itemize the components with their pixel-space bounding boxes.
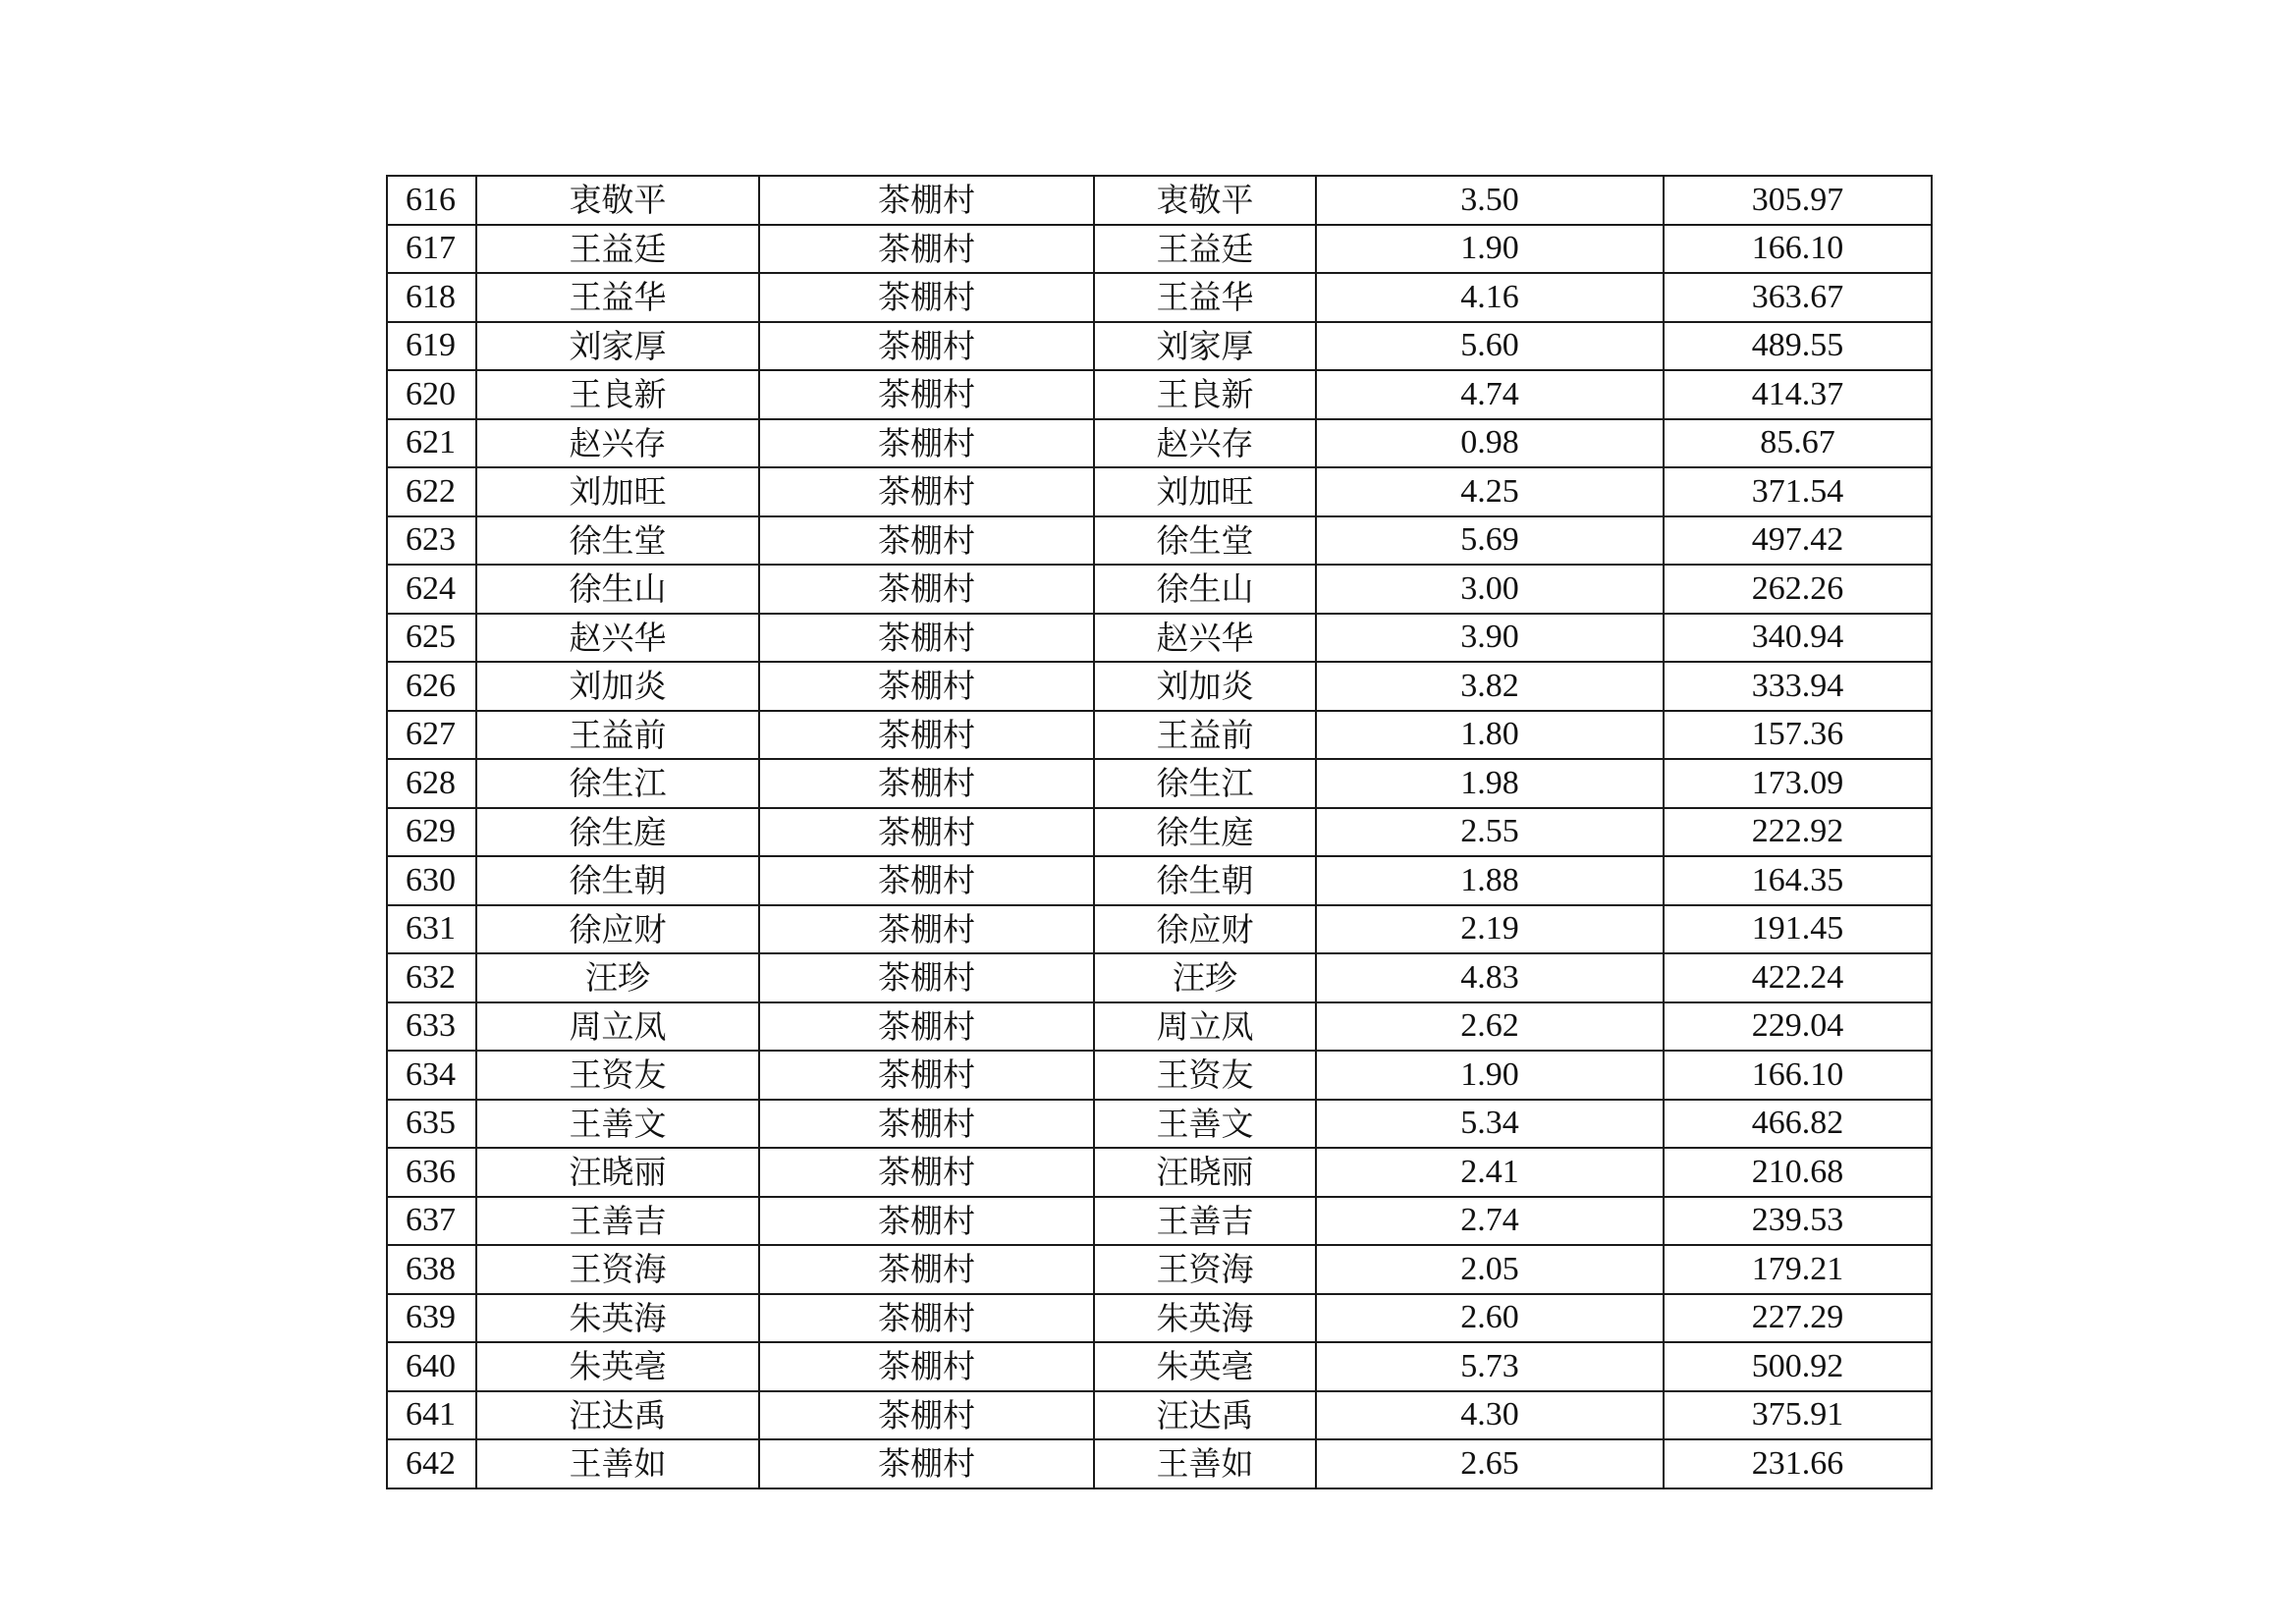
row-number-cell: 640 — [387, 1342, 476, 1391]
name-cell: 王善吉 — [476, 1197, 759, 1246]
table-row — [387, 419, 1932, 468]
area-cell: 3.82 — [1316, 662, 1664, 711]
name-cell: 王善文 — [476, 1100, 759, 1149]
table-row — [387, 467, 1932, 516]
row-number-cell: 622 — [387, 467, 476, 516]
holder-name-cell: 赵兴华 — [1094, 614, 1316, 663]
name-cell: 王良新 — [476, 370, 759, 419]
table-row — [387, 1294, 1932, 1343]
amount-cell: 375.91 — [1664, 1391, 1932, 1440]
area-cell: 4.16 — [1316, 273, 1664, 322]
village-cell: 茶棚村 — [759, 467, 1094, 516]
table-row — [387, 614, 1932, 663]
amount-cell: 340.94 — [1664, 614, 1932, 663]
amount-cell: 422.24 — [1664, 953, 1932, 1002]
holder-name-cell: 衷敬平 — [1094, 176, 1316, 225]
village-cell: 茶棚村 — [759, 273, 1094, 322]
holder-name-cell: 王资友 — [1094, 1051, 1316, 1100]
village-cell: 茶棚村 — [759, 1294, 1094, 1343]
table-row — [387, 273, 1932, 322]
holder-name-cell: 徐生庭 — [1094, 808, 1316, 857]
holder-name-cell: 王善吉 — [1094, 1197, 1316, 1246]
amount-cell: 305.97 — [1664, 176, 1932, 225]
area-cell: 2.74 — [1316, 1197, 1664, 1246]
amount-cell: 497.42 — [1664, 516, 1932, 566]
area-cell: 2.60 — [1316, 1294, 1664, 1343]
area-cell: 4.74 — [1316, 370, 1664, 419]
holder-name-cell: 王资海 — [1094, 1245, 1316, 1294]
row-number-cell: 639 — [387, 1294, 476, 1343]
name-cell: 王益华 — [476, 273, 759, 322]
row-number-cell: 618 — [387, 273, 476, 322]
amount-cell: 166.10 — [1664, 225, 1932, 274]
row-number-cell: 633 — [387, 1002, 476, 1052]
name-cell: 徐生山 — [476, 565, 759, 614]
name-cell: 王益廷 — [476, 225, 759, 274]
village-cell: 茶棚村 — [759, 1197, 1094, 1246]
amount-cell: 231.66 — [1664, 1439, 1932, 1488]
area-cell: 4.30 — [1316, 1391, 1664, 1440]
village-cell: 茶棚村 — [759, 322, 1094, 371]
village-cell: 茶棚村 — [759, 1100, 1094, 1149]
amount-cell: 191.45 — [1664, 905, 1932, 954]
name-cell: 徐生庭 — [476, 808, 759, 857]
area-cell: 5.34 — [1316, 1100, 1664, 1149]
name-cell: 汪晓丽 — [476, 1148, 759, 1197]
area-cell: 1.88 — [1316, 856, 1664, 905]
table-body — [387, 176, 1932, 1488]
holder-name-cell: 徐生江 — [1094, 759, 1316, 808]
area-cell: 2.55 — [1316, 808, 1664, 857]
name-cell: 王资海 — [476, 1245, 759, 1294]
area-cell: 1.80 — [1316, 711, 1664, 760]
table-row — [387, 1439, 1932, 1488]
name-cell: 刘加炎 — [476, 662, 759, 711]
amount-cell: 229.04 — [1664, 1002, 1932, 1052]
amount-cell: 173.09 — [1664, 759, 1932, 808]
name-cell: 朱英亳 — [476, 1342, 759, 1391]
amount-cell: 164.35 — [1664, 856, 1932, 905]
holder-name-cell: 刘加炎 — [1094, 662, 1316, 711]
holder-name-cell: 汪珍 — [1094, 953, 1316, 1002]
data-table — [386, 175, 1933, 1489]
area-cell: 3.50 — [1316, 176, 1664, 225]
village-cell: 茶棚村 — [759, 905, 1094, 954]
village-cell: 茶棚村 — [759, 1148, 1094, 1197]
table-row — [387, 516, 1932, 566]
table-row — [387, 1051, 1932, 1100]
row-number-cell: 631 — [387, 905, 476, 954]
table-row — [387, 1002, 1932, 1052]
name-cell: 赵兴存 — [476, 419, 759, 468]
area-cell: 4.83 — [1316, 953, 1664, 1002]
name-cell: 刘家厚 — [476, 322, 759, 371]
amount-cell: 489.55 — [1664, 322, 1932, 371]
holder-name-cell: 朱英海 — [1094, 1294, 1316, 1343]
name-cell: 徐生朝 — [476, 856, 759, 905]
name-cell: 王益前 — [476, 711, 759, 760]
holder-name-cell: 徐生朝 — [1094, 856, 1316, 905]
row-number-cell: 627 — [387, 711, 476, 760]
row-number-cell: 629 — [387, 808, 476, 857]
village-cell: 茶棚村 — [759, 711, 1094, 760]
table-row — [387, 1342, 1932, 1391]
area-cell: 1.90 — [1316, 1051, 1664, 1100]
holder-name-cell: 王益前 — [1094, 711, 1316, 760]
holder-name-cell: 周立凤 — [1094, 1002, 1316, 1052]
row-number-cell: 624 — [387, 565, 476, 614]
holder-name-cell: 汪达禹 — [1094, 1391, 1316, 1440]
row-number-cell: 626 — [387, 662, 476, 711]
amount-cell: 333.94 — [1664, 662, 1932, 711]
holder-name-cell: 赵兴存 — [1094, 419, 1316, 468]
amount-cell: 500.92 — [1664, 1342, 1932, 1391]
village-cell: 茶棚村 — [759, 1002, 1094, 1052]
village-cell: 茶棚村 — [759, 1342, 1094, 1391]
table-row — [387, 1100, 1932, 1149]
holder-name-cell: 王良新 — [1094, 370, 1316, 419]
village-cell: 茶棚村 — [759, 808, 1094, 857]
amount-cell: 210.68 — [1664, 1148, 1932, 1197]
table-row — [387, 808, 1932, 857]
amount-cell: 227.29 — [1664, 1294, 1932, 1343]
table-row — [387, 1148, 1932, 1197]
table-row — [387, 905, 1932, 954]
name-cell: 汪达禹 — [476, 1391, 759, 1440]
amount-cell: 85.67 — [1664, 419, 1932, 468]
amount-cell: 157.36 — [1664, 711, 1932, 760]
row-number-cell: 642 — [387, 1439, 476, 1488]
village-cell: 茶棚村 — [759, 419, 1094, 468]
holder-name-cell: 刘家厚 — [1094, 322, 1316, 371]
holder-name-cell: 徐生山 — [1094, 565, 1316, 614]
row-number-cell: 628 — [387, 759, 476, 808]
village-cell: 茶棚村 — [759, 1245, 1094, 1294]
row-number-cell: 641 — [387, 1391, 476, 1440]
table-row — [387, 1391, 1932, 1440]
area-cell: 1.98 — [1316, 759, 1664, 808]
area-cell: 2.65 — [1316, 1439, 1664, 1488]
amount-cell: 179.21 — [1664, 1245, 1932, 1294]
village-cell: 茶棚村 — [759, 225, 1094, 274]
amount-cell: 371.54 — [1664, 467, 1932, 516]
row-number-cell: 630 — [387, 856, 476, 905]
area-cell: 5.69 — [1316, 516, 1664, 566]
holder-name-cell: 刘加旺 — [1094, 467, 1316, 516]
village-cell: 茶棚村 — [759, 953, 1094, 1002]
table-row — [387, 662, 1932, 711]
name-cell: 周立凤 — [476, 1002, 759, 1052]
row-number-cell: 636 — [387, 1148, 476, 1197]
area-cell: 2.41 — [1316, 1148, 1664, 1197]
area-cell: 4.25 — [1316, 467, 1664, 516]
area-cell: 3.00 — [1316, 565, 1664, 614]
row-number-cell: 635 — [387, 1100, 476, 1149]
amount-cell: 414.37 — [1664, 370, 1932, 419]
row-number-cell: 616 — [387, 176, 476, 225]
name-cell: 汪珍 — [476, 953, 759, 1002]
area-cell: 1.90 — [1316, 225, 1664, 274]
holder-name-cell: 徐生堂 — [1094, 516, 1316, 566]
name-cell: 朱英海 — [476, 1294, 759, 1343]
village-cell: 茶棚村 — [759, 565, 1094, 614]
area-cell: 2.05 — [1316, 1245, 1664, 1294]
amount-cell: 166.10 — [1664, 1051, 1932, 1100]
amount-cell: 239.53 — [1664, 1197, 1932, 1246]
table-row — [387, 759, 1932, 808]
row-number-cell: 637 — [387, 1197, 476, 1246]
name-cell: 徐生江 — [476, 759, 759, 808]
table-row — [387, 322, 1932, 371]
table-row — [387, 225, 1932, 274]
area-cell: 3.90 — [1316, 614, 1664, 663]
village-cell: 茶棚村 — [759, 176, 1094, 225]
table-row — [387, 711, 1932, 760]
amount-cell: 363.67 — [1664, 273, 1932, 322]
row-number-cell: 621 — [387, 419, 476, 468]
table-row — [387, 1245, 1932, 1294]
table-row — [387, 176, 1932, 225]
village-cell: 茶棚村 — [759, 856, 1094, 905]
holder-name-cell: 王益廷 — [1094, 225, 1316, 274]
row-number-cell: 632 — [387, 953, 476, 1002]
village-cell: 茶棚村 — [759, 370, 1094, 419]
row-number-cell: 625 — [387, 614, 476, 663]
holder-name-cell: 王益华 — [1094, 273, 1316, 322]
amount-cell: 222.92 — [1664, 808, 1932, 857]
area-cell: 2.62 — [1316, 1002, 1664, 1052]
row-number-cell: 634 — [387, 1051, 476, 1100]
holder-name-cell: 朱英亳 — [1094, 1342, 1316, 1391]
row-number-cell: 617 — [387, 225, 476, 274]
holder-name-cell: 王善文 — [1094, 1100, 1316, 1149]
village-cell: 茶棚村 — [759, 614, 1094, 663]
holder-name-cell: 汪晓丽 — [1094, 1148, 1316, 1197]
table-row — [387, 856, 1932, 905]
row-number-cell: 623 — [387, 516, 476, 566]
village-cell: 茶棚村 — [759, 1391, 1094, 1440]
village-cell: 茶棚村 — [759, 1051, 1094, 1100]
area-cell: 0.98 — [1316, 419, 1664, 468]
amount-cell: 466.82 — [1664, 1100, 1932, 1149]
name-cell: 徐应财 — [476, 905, 759, 954]
area-cell: 5.60 — [1316, 322, 1664, 371]
holder-name-cell: 徐应财 — [1094, 905, 1316, 954]
area-cell: 2.19 — [1316, 905, 1664, 954]
table-row — [387, 370, 1932, 419]
name-cell: 王善如 — [476, 1439, 759, 1488]
village-cell: 茶棚村 — [759, 1439, 1094, 1488]
village-cell: 茶棚村 — [759, 662, 1094, 711]
name-cell: 衷敬平 — [476, 176, 759, 225]
name-cell: 徐生堂 — [476, 516, 759, 566]
table-row — [387, 1197, 1932, 1246]
amount-cell: 262.26 — [1664, 565, 1932, 614]
village-cell: 茶棚村 — [759, 759, 1094, 808]
row-number-cell: 620 — [387, 370, 476, 419]
table-row — [387, 565, 1932, 614]
row-number-cell: 638 — [387, 1245, 476, 1294]
name-cell: 赵兴华 — [476, 614, 759, 663]
row-number-cell: 619 — [387, 322, 476, 371]
name-cell: 王资友 — [476, 1051, 759, 1100]
village-cell: 茶棚村 — [759, 516, 1094, 566]
name-cell: 刘加旺 — [476, 467, 759, 516]
table-row — [387, 953, 1932, 1002]
area-cell: 5.73 — [1316, 1342, 1664, 1391]
holder-name-cell: 王善如 — [1094, 1439, 1316, 1488]
